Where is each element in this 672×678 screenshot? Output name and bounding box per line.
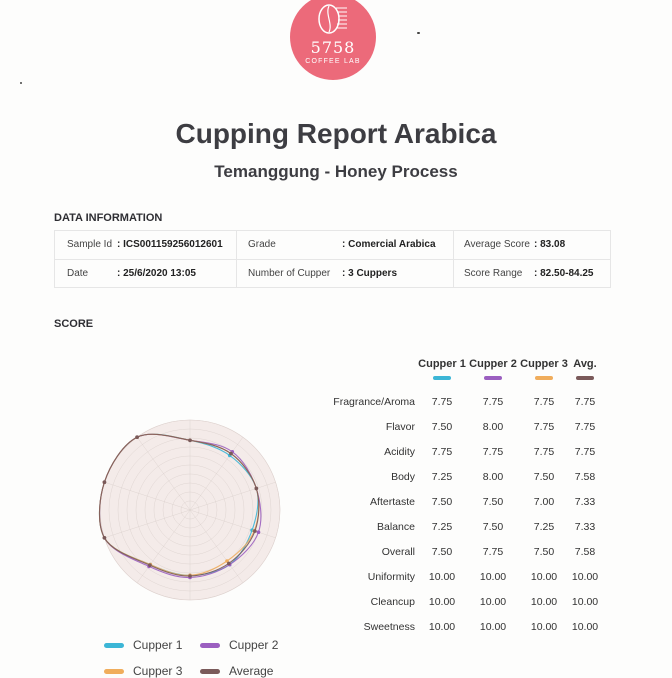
radar-point: [257, 530, 261, 534]
legend-cupper-2: [200, 638, 278, 652]
score-cell-cupper-3: 7.75: [533, 446, 555, 458]
score-cell-average: 7.33: [574, 521, 596, 533]
logo-subtitle: COFFEE LAB: [305, 58, 361, 65]
report-subtitle: Temanggung - Honey Process: [214, 162, 458, 181]
number-of-cupper-value: : 3 Cuppers: [342, 268, 398, 279]
score-cell-average: 7.58: [574, 471, 596, 483]
radar-point: [253, 529, 257, 533]
score-row-label: Aftertaste: [370, 496, 415, 508]
score-row-label: Sweetness: [363, 621, 415, 633]
column-header-cupper-2: Cupper 2: [469, 358, 517, 370]
paper-speck: [20, 82, 22, 84]
score-cell-cupper-3: 7.50: [533, 546, 555, 558]
score-cell-average: 7.75: [574, 446, 596, 458]
score-cell-cupper-2: 8.00: [482, 421, 504, 433]
score-row-label: Uniformity: [367, 571, 415, 583]
score-cell-average: 10.00: [571, 621, 599, 633]
score-row-label: Flavor: [385, 421, 415, 433]
radar-point: [255, 487, 259, 491]
average-score-value: : 83.08: [534, 239, 566, 250]
number-of-cupper-label: Number of Cupper: [248, 268, 331, 279]
score-cell-cupper-1: 7.50: [431, 496, 453, 508]
data-information-table: [54, 230, 611, 288]
score-cell-cupper-1: 10.00: [428, 621, 456, 633]
legend-swatch: [200, 643, 220, 648]
legend-swatch: [104, 643, 124, 648]
legend-label: Cupper 1: [133, 638, 183, 652]
average-score-label: Average Score: [464, 239, 530, 250]
score-cell-cupper-2: 7.50: [482, 496, 504, 508]
coffee-lab-logo: [290, 0, 376, 80]
score-cell-average: 7.75: [574, 421, 596, 433]
radar-point: [148, 563, 152, 567]
score-cell-cupper-1: 7.50: [431, 421, 453, 433]
legend-label: Cupper 3: [133, 664, 183, 678]
score-row-label: Cleancup: [370, 596, 415, 608]
average-color-bar: [576, 376, 594, 380]
date-label: Date: [67, 268, 89, 279]
radar-point: [103, 536, 107, 540]
score-cell-cupper-2: 10.00: [479, 571, 507, 583]
score-row-label: Balance: [377, 521, 415, 533]
radar-point: [103, 480, 107, 484]
score-cell-cupper-3: 7.25: [533, 521, 555, 533]
score-cell-average: 10.00: [571, 596, 599, 608]
score-cell-cupper-1: 7.75: [431, 396, 453, 408]
score-row-label: Body: [391, 471, 415, 483]
score-cell-cupper-3: 7.75: [533, 421, 555, 433]
score-cell-average: 7.58: [574, 546, 596, 558]
radar-chart: [50, 345, 330, 635]
logo-number: 5758: [310, 38, 356, 57]
date-value: : 25/6/2020 13:05: [117, 268, 196, 279]
score-cell-cupper-3: 10.00: [530, 571, 558, 583]
score-cell-cupper-2: 10.00: [479, 596, 507, 608]
score-cell-average: 7.33: [574, 496, 596, 508]
score-cell-cupper-3: 10.00: [530, 621, 558, 633]
report-title: Cupping Report Arabica: [175, 118, 497, 149]
score-cell-cupper-1: 7.75: [431, 446, 453, 458]
score-cell-cupper-1: 10.00: [428, 571, 456, 583]
score-cell-cupper-2: 7.75: [482, 396, 504, 408]
cupper-2-color-bar: [484, 376, 502, 380]
legend-cupper-1: [104, 638, 182, 652]
coffee-bean-icon: [316, 2, 348, 36]
sample-id-value: : ICS001159256012601: [117, 239, 223, 250]
score-cell-cupper-3: 7.50: [533, 471, 555, 483]
radar-point: [135, 435, 139, 439]
legend-cupper-3: [104, 664, 182, 678]
radar-point: [229, 452, 233, 456]
score-heading: SCORE: [54, 318, 94, 330]
score-row-label: Fragrance/Aroma: [333, 396, 415, 408]
column-header-cupper-1: Cupper 1: [418, 358, 466, 370]
score-cell-cupper-1: 10.00: [428, 596, 456, 608]
radar-point: [188, 574, 192, 578]
cupper-1-color-bar: [433, 376, 451, 380]
score-cell-average: 7.75: [574, 396, 596, 408]
data-information-heading: DATA INFORMATION: [54, 212, 163, 224]
score-range-label: Score Range: [464, 268, 523, 279]
info-row: [55, 259, 610, 288]
score-row-label: Acidity: [384, 446, 415, 458]
score-cell-cupper-1: 7.50: [431, 546, 453, 558]
info-row: [55, 231, 610, 259]
column-header-cupper-3: Cupper 3: [520, 358, 568, 370]
grade-value: : Comercial Arabica: [342, 239, 436, 250]
score-cell-average: 10.00: [571, 571, 599, 583]
sample-id-label: Sample Id: [67, 239, 113, 250]
score-cell-cupper-3: 7.00: [533, 496, 555, 508]
score-row-label: Overall: [381, 546, 415, 558]
radar-point: [227, 562, 231, 566]
radar-point: [188, 439, 192, 443]
score-cell-cupper-2: 8.00: [482, 471, 504, 483]
score-cell-cupper-1: 7.25: [431, 521, 453, 533]
paper-speck: [417, 32, 420, 34]
score-range-value: : 82.50-84.25: [534, 268, 594, 279]
score-cell-cupper-2: 7.75: [482, 446, 504, 458]
cupper-3-color-bar: [535, 376, 553, 380]
score-cell-cupper-3: 7.75: [533, 396, 555, 408]
column-header-average: Avg.: [573, 358, 597, 370]
score-cell-cupper-2: 10.00: [479, 621, 507, 633]
score-cell-cupper-2: 7.75: [482, 546, 504, 558]
score-cell-cupper-1: 7.25: [431, 471, 453, 483]
legend-label: Cupper 2: [229, 638, 279, 652]
score-cell-cupper-3: 10.00: [530, 596, 558, 608]
grade-label: Grade: [248, 239, 276, 250]
score-cell-cupper-2: 7.50: [482, 521, 504, 533]
legend-label: Average: [229, 664, 274, 678]
legend-average: [200, 664, 273, 678]
